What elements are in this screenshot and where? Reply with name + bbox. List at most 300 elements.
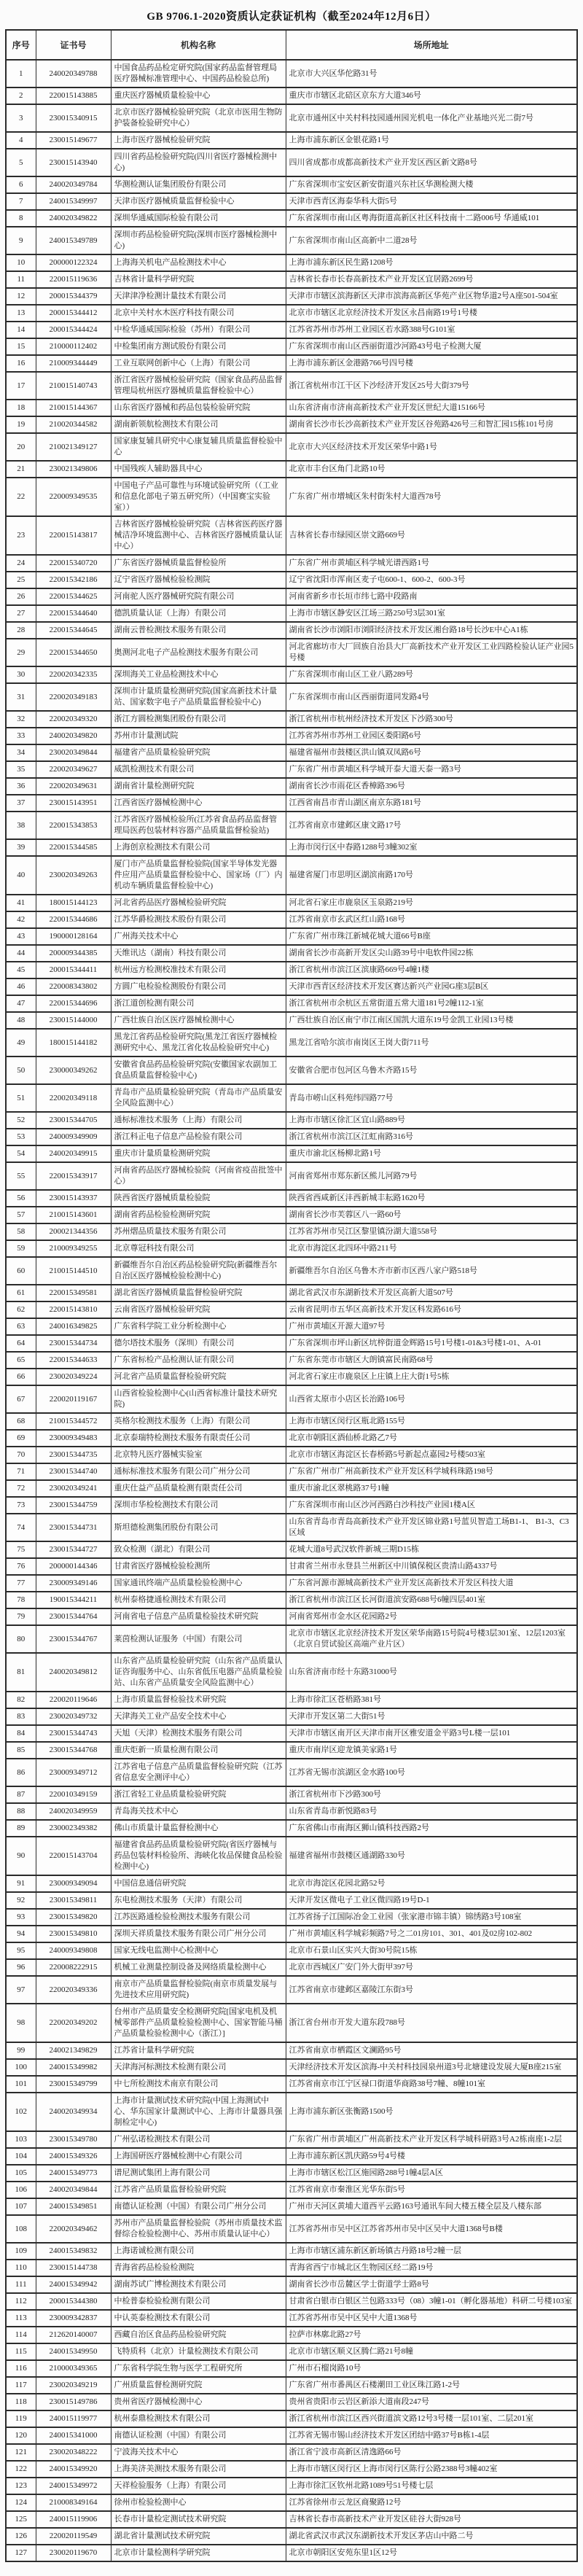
org-name-cell: 苏州市计量测试院 bbox=[111, 728, 286, 744]
address-cell: 湖南省长沙市岳麓区学士街道学士路8号 bbox=[286, 2276, 577, 2293]
address-cell: 上海市浦东新区凯庆路59号4号楼 bbox=[286, 2148, 577, 2165]
cert-number-cell: 230015349799 bbox=[36, 2076, 111, 2093]
table-row bbox=[6, 2182, 577, 2198]
address-cell: 天津市市辖区滨海新区天津市滨海高新区华苑产业区物华道2号A座501-504室 bbox=[286, 288, 577, 305]
table-row bbox=[6, 1592, 577, 1608]
row-number-cell: 63 bbox=[6, 1318, 36, 1335]
table-row bbox=[6, 2478, 577, 2494]
address-cell: 浙江省杭州市滨江区江虹南路316号 bbox=[286, 1129, 577, 1145]
row-number-cell: 69 bbox=[6, 1430, 36, 1447]
address-cell: 广东省深圳市南山区粤海街道高新区社区科技南十二路006号 华通威101 bbox=[286, 210, 577, 227]
row-number-cell: 72 bbox=[6, 1480, 36, 1497]
org-name-cell: 重庆医疗器械质量检验中心 bbox=[111, 87, 286, 104]
address-cell: 广东省深圳市坪山新区坑梓街道金辉路15号1号楼1-01&3号楼1-01、A-01 bbox=[286, 1335, 577, 1352]
org-name-cell: 山东省医疗器械和药品包装检验研究院 bbox=[111, 400, 286, 416]
org-name-cell: 新疆维吾尔自治区药品检验研究院(新疆维吾尔自治区医疗器械检验检测中心) bbox=[111, 1257, 286, 1285]
row-number-cell: 15 bbox=[6, 338, 36, 355]
cert-number-cell: 240020349934 bbox=[36, 2093, 111, 2131]
address-cell: 北京市大兴区华佗路31号 bbox=[286, 60, 577, 87]
row-number-cell: 107 bbox=[6, 2198, 36, 2215]
table-row bbox=[6, 461, 577, 478]
address-cell: 山东省济南市济南高新技术产业开发区世纪大道15166号 bbox=[286, 400, 577, 416]
table-row bbox=[6, 1803, 577, 1820]
row-number-cell: 58 bbox=[6, 1223, 36, 1240]
cert-number-cell: 230015349810 bbox=[36, 1926, 111, 1942]
table-row bbox=[6, 1012, 577, 1029]
address-cell: 江苏省南京市栖霞区文澜路95号 bbox=[286, 2042, 577, 2059]
cert-number-cell: 220020349631 bbox=[36, 778, 111, 795]
org-name-cell: 重庆市计量质量检测研究院 bbox=[111, 1145, 286, 1162]
table-row bbox=[6, 1190, 577, 1207]
cert-number-cell: 240020349788 bbox=[36, 60, 111, 87]
row-number-cell: 30 bbox=[6, 666, 36, 683]
table-row bbox=[6, 2004, 577, 2042]
table-row bbox=[6, 962, 577, 978]
cert-number-cell: 230015344731 bbox=[36, 1514, 111, 1541]
org-name-cell: 江苏省电子信息产品质量监督检验研究院（江苏省信息安全测评中心） bbox=[111, 1759, 286, 1786]
row-number-cell: 21 bbox=[6, 461, 36, 478]
org-name-cell: 上海海关机电产品检测技术中心 bbox=[111, 254, 286, 271]
address-cell: 北京市海淀区花园北路52号 bbox=[286, 1875, 577, 1892]
cert-number-cell: 240021349829 bbox=[36, 2042, 111, 2059]
address-cell: 上海市浦东新区张衡路1500号 bbox=[286, 2093, 577, 2131]
cert-number-cell: 240015349789 bbox=[36, 227, 111, 254]
table-row bbox=[6, 1926, 577, 1942]
address-cell: 浙江省杭州市江干区下沙经济开发区25号大街379号 bbox=[286, 372, 577, 400]
table-row bbox=[6, 728, 577, 744]
org-name-cell: 湖南苏试广博检测技术有限公司 bbox=[111, 2276, 286, 2293]
org-name-cell: 西藏自治区食品药品检验研究院 bbox=[111, 2327, 286, 2343]
address-cell: 天津市西青区海泰华科大街5号 bbox=[286, 193, 577, 210]
row-number-cell: 37 bbox=[6, 795, 36, 812]
table-row bbox=[6, 1207, 577, 1223]
table-row bbox=[6, 639, 577, 666]
table-row bbox=[6, 1480, 577, 1497]
table-row bbox=[6, 210, 577, 227]
cert-number-cell: 240009349909 bbox=[36, 1129, 111, 1145]
org-name-cell: 天津海关工业产品安全技术中心 bbox=[111, 1708, 286, 1725]
address-cell: 上海市市辖区闵行区上海市闵行区陈行公路2388号3幢402室 bbox=[286, 2461, 577, 2478]
address-cell: 广东省深圳市南山区高新中二道28号 bbox=[286, 227, 577, 254]
table-row bbox=[6, 338, 577, 355]
address-cell: 河南省郑州市郑东新区熊儿河路79号 bbox=[286, 1162, 577, 1190]
cert-number-cell: 210021349127 bbox=[36, 433, 111, 461]
row-number-cell: 45 bbox=[6, 962, 36, 978]
org-name-cell: 工业互联网创新中心（上海）有限公司 bbox=[111, 355, 286, 372]
row-number-cell: 3 bbox=[6, 104, 36, 132]
row-number-cell: 108 bbox=[6, 2215, 36, 2243]
address-cell: 湖北省武汉市东湖新技术开发区高新大道507号 bbox=[286, 1285, 577, 1301]
cert-number-cell: 240015349773 bbox=[36, 2165, 111, 2182]
org-name-cell: 广东省科学院工业分析检测中心 bbox=[111, 1318, 286, 1335]
cert-number-cell: 230015349811 bbox=[36, 1892, 111, 1909]
row-number-cell: 27 bbox=[6, 605, 36, 622]
org-name-cell: 中检华通威国际检验（苏州）有限公司 bbox=[111, 322, 286, 338]
org-name-cell: 中检集团南方测试股份有限公司 bbox=[111, 338, 286, 355]
address-cell: 广州市石榴岗路10号 bbox=[286, 2360, 577, 2377]
table-row bbox=[6, 572, 577, 588]
org-name-cell: 北京特凡医疗器械实验室 bbox=[111, 1447, 286, 1463]
row-number-cell: 123 bbox=[6, 2478, 36, 2494]
row-number-cell: 26 bbox=[6, 588, 36, 605]
row-number-cell: 86 bbox=[6, 1759, 36, 1786]
cert-number-cell: 240015349326 bbox=[36, 2148, 111, 2165]
address-cell: 上海市浦东新区金银花路1号 bbox=[286, 132, 577, 149]
row-number-cell: 18 bbox=[6, 400, 36, 416]
cert-number-cell: 240015119977 bbox=[36, 2410, 111, 2427]
org-name-cell: 上海国研医疗器械检测中心有限公司 bbox=[111, 2148, 286, 2165]
address-cell: 河北省石家庄市鹿泉区上庄镇上庄大街1号5栋 bbox=[286, 1369, 577, 1385]
cert-number-cell: 230015344759 bbox=[36, 1497, 111, 1514]
row-number-cell: 91 bbox=[6, 1875, 36, 1892]
org-name-cell: 云南省医疗器械检验研究院 bbox=[111, 1301, 286, 1318]
row-number-cell: 90 bbox=[6, 1837, 36, 1875]
table-row bbox=[6, 2511, 577, 2528]
org-name-cell: 厦门市产品质量监督检验院(国家半导体发光器件应用产品质量监督检验中心、国家场（厂）内机动车辆质量监督检验中心) bbox=[111, 856, 286, 895]
address-cell: 北京市西城区广安门外大街甲397号 bbox=[286, 1959, 577, 1976]
row-number-cell: 12 bbox=[6, 288, 36, 305]
cert-number-cell: 240009349808 bbox=[36, 1942, 111, 1959]
row-number-cell: 118 bbox=[6, 2394, 36, 2410]
row-number-cell: 87 bbox=[6, 1786, 36, 1803]
table-body bbox=[6, 60, 577, 2561]
org-name-cell: 重庆仕益产品质量检测有限责任公司 bbox=[111, 1480, 286, 1497]
address-cell: 上海市市辖区闵行区瓶北路155号 bbox=[286, 1413, 577, 1430]
row-number-cell: 49 bbox=[6, 1029, 36, 1057]
org-name-cell: 深圳市计量质量检测研究院(国家高新技术计量站、国家数字电子产品质量监督检验中心) bbox=[111, 683, 286, 711]
org-name-cell: 谱尼测试集团上海有限公司 bbox=[111, 2165, 286, 2182]
cert-number-cell: 200009344385 bbox=[36, 945, 111, 962]
cert-number-cell: 220020349183 bbox=[36, 683, 111, 711]
org-name-cell: 江苏省医疗器械检验所(江苏省食品药品监督管理局医药包装材料容器产品质量监督检验站) bbox=[111, 812, 286, 839]
address-cell: 河北省廊坊市大厂回族自治县大厂高新技术产业开发区工业四路检验认证产业园5号楼 bbox=[286, 639, 577, 666]
table-row bbox=[6, 2343, 577, 2360]
cert-number-cell: 240015349972 bbox=[36, 2478, 111, 2494]
cert-number-cell: 220020342335 bbox=[36, 666, 111, 683]
org-name-cell: 天津海河标测技术检测有限公司 bbox=[111, 2059, 286, 2076]
org-name-cell: 上海美济美测技术服务有限公司 bbox=[111, 2461, 286, 2478]
org-name-cell: 中检普泰检验检测有限公司 bbox=[111, 2293, 286, 2310]
org-name-cell: 中国信息通信研究院 bbox=[111, 1875, 286, 1892]
row-number-cell: 124 bbox=[6, 2494, 36, 2511]
table-row bbox=[6, 1413, 577, 1430]
cert-number-cell: 230015344740 bbox=[36, 1463, 111, 1480]
cert-number-cell: 230002349382 bbox=[36, 1820, 111, 1837]
org-name-cell: 北京泰瑞特检测技术服务有限责任公司 bbox=[111, 1430, 286, 1447]
table-row bbox=[6, 1162, 577, 1190]
row-number-cell: 76 bbox=[6, 1558, 36, 1575]
address-cell: 广州市天河区黄埔大道西平云路163号通讯车间大楼五楼全层及八楼东部 bbox=[286, 2198, 577, 2215]
cert-number-cell: 220009349535 bbox=[36, 478, 111, 516]
address-cell: 北京市石景山区实兴大街30号院15栋 bbox=[286, 1942, 577, 1959]
table-row bbox=[6, 1240, 577, 1257]
cert-number-cell: 240020349844 bbox=[36, 2182, 111, 2198]
cert-number-cell: 230015344764 bbox=[36, 1608, 111, 1625]
table-row bbox=[6, 193, 577, 210]
row-number-cell: 70 bbox=[6, 1447, 36, 1463]
org-name-cell: 深圳天祥质量技术服务有限公司广州分公司 bbox=[111, 1926, 286, 1942]
address-cell: 河南省新乡市长垣市纬七路中段路南 bbox=[286, 588, 577, 605]
row-number-cell: 16 bbox=[6, 355, 36, 372]
address-cell: 浙江省杭州市滨江区滨康路669号4幢1楼 bbox=[286, 962, 577, 978]
table-row bbox=[6, 254, 577, 271]
row-number-cell: 47 bbox=[6, 995, 36, 1012]
org-name-cell: 浙江道创检测有限公司 bbox=[111, 995, 286, 1012]
address-cell: 安徽省合肥市包河区乌鲁木齐路15号 bbox=[286, 1057, 577, 1084]
org-name-cell: 天津市医疗器械质量监督检验中心 bbox=[111, 193, 286, 210]
table-row bbox=[6, 666, 577, 683]
cert-number-cell: 220020349320 bbox=[36, 711, 111, 728]
row-number-cell: 25 bbox=[6, 572, 36, 588]
address-cell: 广东省深圳市南山区工业八路289号 bbox=[286, 666, 577, 683]
address-cell: 陕西省西咸新区沣西新城丰耘路1620号 bbox=[286, 1190, 577, 1207]
org-name-cell: 佛山市质量计量监督检测中心 bbox=[111, 1820, 286, 1837]
table-row bbox=[6, 1820, 577, 1837]
cert-number-cell: 220015340720 bbox=[36, 555, 111, 572]
org-name-cell: 天祥检验服务（上海）有限公司 bbox=[111, 2478, 286, 2494]
cert-number-cell: 230021349806 bbox=[36, 461, 111, 478]
address-cell: 北京市通州区中关村科技园通州园光机电一体化产业基地兴光二街7号 bbox=[286, 104, 577, 132]
row-number-cell: 8 bbox=[6, 210, 36, 227]
row-number-cell: 40 bbox=[6, 856, 36, 895]
address-cell: 广东省深圳市南山区西丽街道沙河路43号电子检测大厦 bbox=[286, 338, 577, 355]
org-name-cell: 德凯质量认证（上海）有限公司 bbox=[111, 605, 286, 622]
cert-number-cell: 220015119636 bbox=[36, 271, 111, 288]
cert-number-cell: 220020349462 bbox=[36, 2215, 111, 2243]
row-number-cell: 24 bbox=[6, 555, 36, 572]
address-cell: 广东省河源市源城高新技术产业开发区高新技术开发区科技大道 bbox=[286, 1575, 577, 1592]
address-cell: 上海市市辖区静安区江场三路250号3层301室 bbox=[286, 605, 577, 622]
row-number-cell: 119 bbox=[6, 2410, 36, 2427]
cert-number-cell: 230015143951 bbox=[36, 795, 111, 812]
row-number-cell: 32 bbox=[6, 711, 36, 728]
row-number-cell: 88 bbox=[6, 1803, 36, 1820]
table-row bbox=[6, 1257, 577, 1285]
cert-number-cell: 220020119549 bbox=[36, 2528, 111, 2545]
cert-number-cell: 240020349822 bbox=[36, 210, 111, 227]
table-row bbox=[6, 683, 577, 711]
cert-number-cell: 220010349159 bbox=[36, 1786, 111, 1803]
row-number-cell: 6 bbox=[6, 176, 36, 193]
row-number-cell: 79 bbox=[6, 1608, 36, 1625]
org-name-cell: 苏州市产品质量监督检验院（苏州市质量技术监督综合检验检测中心、苏州市质量认证中心） bbox=[111, 2215, 286, 2243]
cert-number-cell: 210009349255 bbox=[36, 1240, 111, 1257]
table-row bbox=[6, 2165, 577, 2182]
cert-number-cell: 240016349825 bbox=[36, 1318, 111, 1335]
cert-number-cell: 240020349915 bbox=[36, 1145, 111, 1162]
org-name-cell: 东电检测技术服务（天津）有限公司 bbox=[111, 1892, 286, 1909]
row-number-cell: 53 bbox=[6, 1129, 36, 1145]
row-number-cell: 19 bbox=[6, 416, 36, 433]
org-name-cell: 吉林省医疗器械检验研究院（吉林省医药医疗器械洁净环境监测中心、吉林省医疗器械质量认证中心） bbox=[111, 516, 286, 555]
row-number-cell: 105 bbox=[6, 2165, 36, 2182]
table-row bbox=[6, 87, 577, 104]
org-name-cell: 英格尔检测技术服务（上海）有限公司 bbox=[111, 1413, 286, 1430]
address-cell: 上海市市辖区徐汇区宜山路889号 bbox=[286, 1112, 577, 1129]
row-number-cell: 42 bbox=[6, 911, 36, 928]
table-row bbox=[6, 1084, 577, 1112]
cert-number-cell: 230020349263 bbox=[36, 856, 111, 895]
table-row bbox=[6, 1057, 577, 1084]
table-row bbox=[6, 1029, 577, 1057]
row-number-cell: 11 bbox=[6, 271, 36, 288]
row-number-cell: 57 bbox=[6, 1207, 36, 1223]
org-name-cell: 浙江方圆检测集团股份有限公司 bbox=[111, 711, 286, 728]
table-row bbox=[6, 839, 577, 856]
org-name-cell: 深圳市药品检验研究院(深圳市医疗器械检测中心) bbox=[111, 227, 286, 254]
row-number-cell: 126 bbox=[6, 2528, 36, 2545]
address-cell: 北京市市辖区北京经济技术开发区永昌南路19号1号楼 bbox=[286, 305, 577, 322]
cert-number-cell: 220020349627 bbox=[36, 761, 111, 778]
row-number-cell: 113 bbox=[6, 2310, 36, 2327]
header-row bbox=[6, 30, 577, 60]
table-row bbox=[6, 2276, 577, 2293]
address-cell: 湖南省长沙市长沙高新技术产业开发区谷苑路426号三和智汇园15栋101号房 bbox=[286, 416, 577, 433]
row-number-cell: 54 bbox=[6, 1145, 36, 1162]
table-row bbox=[6, 2260, 577, 2276]
table-row bbox=[6, 795, 577, 812]
address-cell: 广东省广州市黄埔区科学城光谱西路1号 bbox=[286, 555, 577, 572]
org-name-cell: 天维讯达（湖南）科技有限公司 bbox=[111, 945, 286, 962]
row-number-cell: 29 bbox=[6, 639, 36, 666]
table-row bbox=[6, 1909, 577, 1926]
org-name-cell: 浙江省医疗器械检验研究院（国家食品药品监督管理局杭州医疗器械质量监督检验中心） bbox=[111, 372, 286, 400]
org-name-cell: 贵州省医疗器械检测中心 bbox=[111, 2394, 286, 2410]
row-number-cell: 9 bbox=[6, 227, 36, 254]
address-cell: 江苏省无锡市锡山经济技术开发区团结中路37号B栋1-4层 bbox=[286, 2427, 577, 2444]
table-row bbox=[6, 1447, 577, 1463]
table-row bbox=[6, 945, 577, 962]
address-cell: 广东省深圳市南山区西丽街道同发路4号 bbox=[286, 683, 577, 711]
cert-number-cell: 230020349241 bbox=[36, 1480, 111, 1497]
cert-number-cell: 210000349365 bbox=[36, 2360, 111, 2377]
address-cell: 湖北省武汉市武汉东湖新技术开发区茅店山中路二号 bbox=[286, 2528, 577, 2545]
cert-number-cell: 230000349262 bbox=[36, 1057, 111, 1084]
org-name-cell: 湖南新领航检测技术有限公司 bbox=[111, 416, 286, 433]
address-cell: 江苏省徐州市云龙区商聚路12号 bbox=[286, 2494, 577, 2511]
cert-number-cell: 240020349820 bbox=[36, 728, 111, 744]
org-name-cell: 国家通讯终端产品质量检验检测中心 bbox=[111, 1575, 286, 1592]
table-row bbox=[6, 1145, 577, 1162]
address-cell: 山西省太原市小店区长治路106号 bbox=[286, 1385, 577, 1413]
cert-number-cell: 220015344686 bbox=[36, 911, 111, 928]
org-name-cell: 广州弘诺检测技术有限公司 bbox=[111, 2131, 286, 2148]
address-cell: 广东省广州市珠江新城花城大道66号B座 bbox=[286, 928, 577, 945]
table-row bbox=[6, 288, 577, 305]
cert-number-cell: 240015341000 bbox=[36, 2427, 111, 2444]
address-cell: 江苏省扬子江国际冶金工业园（张家港市锦丰镇）锦绣路3号108室 bbox=[286, 1909, 577, 1926]
row-number-cell: 77 bbox=[6, 1575, 36, 1592]
address-cell: 湖南省长沙市雨花区香樟路396号 bbox=[286, 778, 577, 795]
row-number-cell: 31 bbox=[6, 683, 36, 711]
org-name-cell: 甘肃省医疗器械检验检测所 bbox=[111, 1558, 286, 1575]
page-title: GB 9706.1-2020资质认定获证机构（截至2024年12月6日） bbox=[146, 11, 437, 23]
address-cell: 江苏省南京市秦淮区光华东街5号 bbox=[286, 2182, 577, 2198]
row-number-cell: 85 bbox=[6, 1742, 36, 1759]
row-number-cell: 81 bbox=[6, 1653, 36, 1692]
cert-number-cell: 220015344696 bbox=[36, 995, 111, 1012]
address-cell: 广西壮族自治区南宁市江南区国凯大道东19号金凯工业园13号楼 bbox=[286, 1012, 577, 1029]
row-number-cell: 66 bbox=[6, 1369, 36, 1385]
org-name-cell: 深圳华通威国际检验有限公司 bbox=[111, 210, 286, 227]
address-cell: 广东省东莞市市辖区大朗镇富民南路68号 bbox=[286, 1352, 577, 1369]
org-name-cell: 吉林省计量科学研究院 bbox=[111, 271, 286, 288]
column-header-org-name: 机构名称 bbox=[111, 30, 286, 60]
row-number-cell: 23 bbox=[6, 516, 36, 555]
cert-number-cell: 240020349784 bbox=[36, 176, 111, 193]
row-number-cell: 89 bbox=[6, 1820, 36, 1837]
certified-institutions-table bbox=[5, 29, 578, 2562]
table-row bbox=[6, 1430, 577, 1447]
org-name-cell: 湖南省计量检测研究院 bbox=[111, 778, 286, 795]
table-row bbox=[6, 416, 577, 433]
table-row bbox=[6, 433, 577, 461]
address-cell: 重庆市渝北区翠桃路37号1幢 bbox=[286, 1480, 577, 1497]
cert-number-cell: 200015344380 bbox=[36, 2293, 111, 2310]
address-cell: 黑龙江省哈尔滨市南岗区王岗大街711号 bbox=[286, 1029, 577, 1057]
cert-number-cell: 220015344640 bbox=[36, 605, 111, 622]
table-row bbox=[6, 1892, 577, 1909]
cert-number-cell: 230015340915 bbox=[36, 104, 111, 132]
org-name-cell: 浙江省轻工业品质量检验研究院 bbox=[111, 1786, 286, 1803]
table-header bbox=[6, 30, 577, 60]
address-cell: 重庆市渝北区杨柳北路1号 bbox=[286, 1145, 577, 1162]
org-name-cell: 黑龙江省药品检验研究院(黑龙江省医疗器械检测研究中心、黑龙江省化妆品检验研究中心) bbox=[111, 1029, 286, 1057]
table-row bbox=[6, 2215, 577, 2243]
column-header-index: 序号 bbox=[6, 30, 36, 60]
cert-number-cell: 220015344625 bbox=[36, 588, 111, 605]
cert-number-cell: 230015144000 bbox=[36, 1012, 111, 1029]
table-row bbox=[6, 1786, 577, 1803]
org-name-cell: 河南驼人医疗器械研究院有限公司 bbox=[111, 588, 286, 605]
table-row bbox=[6, 2377, 577, 2394]
table-row bbox=[6, 1318, 577, 1335]
row-number-cell: 44 bbox=[6, 945, 36, 962]
table-row bbox=[6, 2494, 577, 2511]
address-cell: 江苏省南京市玄武区红山路168号 bbox=[286, 911, 577, 928]
address-cell: 吉林省长春市高新技术产业开发区硅谷大街928号 bbox=[286, 2511, 577, 2528]
cert-number-cell: 220015143817 bbox=[36, 516, 111, 555]
org-name-cell: 青岛市产品质量检验研究院（青岛市产品质量安全风险监测中心） bbox=[111, 1084, 286, 1112]
org-name-cell: 上海市医疗器械检验研究院 bbox=[111, 132, 286, 149]
cert-number-cell: 230015344735 bbox=[36, 1447, 111, 1463]
cert-number-cell: 190015344211 bbox=[36, 1592, 111, 1608]
org-name-cell: 国家康复辅具研究中心康复辅具质量监督检验中心 bbox=[111, 433, 286, 461]
address-cell: 天津市西青区经济技术开发区赛达新兴产业园G座3层B区 bbox=[286, 978, 577, 995]
org-name-cell: 南京市产品质量监督检验院(南京市质量发展与先进技术应用研究院) bbox=[111, 1976, 286, 2004]
row-number-cell: 75 bbox=[6, 1541, 36, 1558]
org-name-cell: 青岛海关技术中心 bbox=[111, 1803, 286, 1820]
column-header-address: 场所地址 bbox=[286, 30, 577, 60]
org-name-cell: 广州海关技术中心 bbox=[111, 928, 286, 945]
cert-number-cell: 240020349812 bbox=[36, 1653, 111, 1692]
cert-number-cell: 230020349224 bbox=[36, 1369, 111, 1385]
table-row bbox=[6, 372, 577, 400]
table-row bbox=[6, 2243, 577, 2260]
row-number-cell: 67 bbox=[6, 1385, 36, 1413]
cert-number-cell: 230015349780 bbox=[36, 2131, 111, 2148]
cert-number-cell: 230015349820 bbox=[36, 1909, 111, 1926]
row-number-cell: 102 bbox=[6, 2093, 36, 2131]
org-name-cell: 湖南云普检测技术服务有限公司 bbox=[111, 622, 286, 639]
cert-number-cell: 230009342837 bbox=[36, 2310, 111, 2327]
cert-number-cell: 190000128164 bbox=[36, 928, 111, 945]
row-number-cell: 28 bbox=[6, 622, 36, 639]
org-name-cell: 河南省电子信息产品质量检验技术研究院 bbox=[111, 1608, 286, 1625]
org-name-cell: 斯坦德检测集团股份有限公司 bbox=[111, 1514, 286, 1541]
cert-number-cell: 200000144346 bbox=[36, 1558, 111, 1575]
cert-number-cell: 240015349832 bbox=[36, 2243, 111, 2260]
